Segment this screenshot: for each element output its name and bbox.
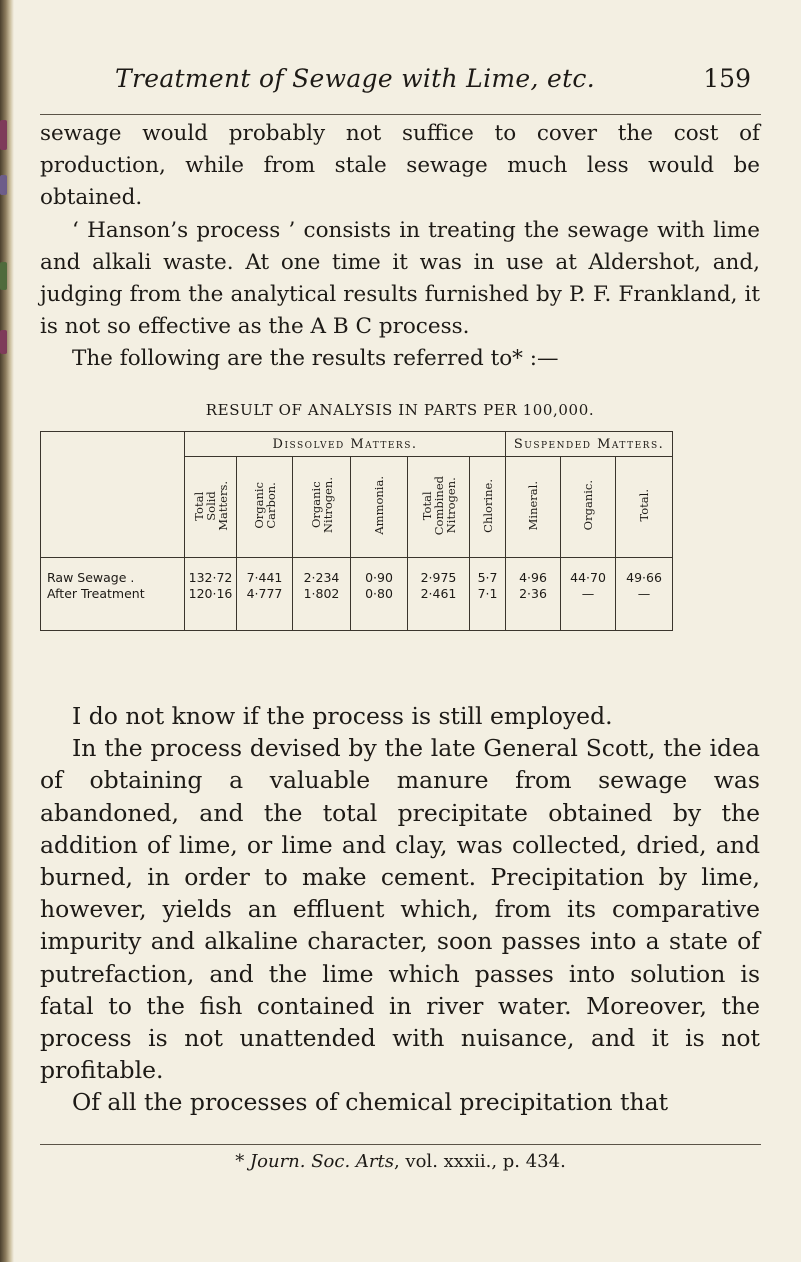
table-cell: 49·66 — [616,558,673,631]
analysis-table [40,431,673,631]
table-cell: 44·70 — [561,558,616,631]
paragraph: The following are the results referred to* :— [72,346,559,372]
column-header: Mineral. [506,457,561,558]
paragraph: ‘ Hanson’s process ’ consists in treating the sewage with lime and alkali waste. At one time it was in use at Aldershot, and, judging from the analytical results furnished by P. F. Frankland, it is not so effective as the A B C process. [40,217,760,340]
dissolved-matters-header: Dissolved Matters. [185,432,506,457]
table-cell: 4·96 2·36 [506,558,561,631]
row-label-raw-sewage: Raw Sewage [47,570,127,585]
column-header: Organic Nitrogen. [293,457,351,558]
column-header: Organic. [561,457,616,558]
row-label-after-treatment: After Treatment [47,586,145,601]
footnote-journal: Journ. Soc. Arts [249,1151,394,1172]
paragraph: In the process devised by the late General Scott, the idea of obtaining a valuable manure from sewage was abandoned, and the total precipitate obtained by the addition of lime, or lime and clay, was collected, dried, and burned, in order to make cement. Precipitation by lime, however, yields an effluent which, from its comparative impurity and alkaline character, soon passes into a state of putrefaction, and the lime which passes into solution is fatal to the fish contained in river water. Moreover, the process is not unattended with nuisance, and it is not profitable. [40,734,760,1085]
column-header: Total Solid Matters. [185,457,237,558]
header-rule [40,114,761,115]
row-label-header [41,432,185,558]
running-title: Treatment of Sewage with Lime, etc. [115,64,595,93]
leader-dot: . [130,570,135,585]
table-cell: 0·90 0·80 [351,558,408,631]
footnote [0,1151,801,1172]
column-header: Ammonia. [351,457,408,558]
table-cell: 2·975 2·461 [408,558,470,631]
paragraph: Of all the processes of chemical precipitation that [72,1088,669,1117]
table-cell: 5·7 7·1 [470,558,506,631]
footnote-reference: , vol. xxxii., p. 434. [393,1151,566,1172]
table-cell: 132·72 120·16 [185,558,237,631]
body-text-bottom [40,700,760,1119]
column-header: Organic Carbon. [237,457,293,558]
row-labels [41,558,185,631]
table-cell: 2·234 1·802 [293,558,351,631]
column-header: Total. [616,457,673,558]
suspended-matters-header: Suspended Matters. [506,432,673,457]
footnote-marker: * [235,1151,245,1172]
table-cell: 7·441 4·777 [237,558,293,631]
page-header [40,64,751,114]
column-header: Chlorine. [470,457,506,558]
page-number: 159 [703,64,751,93]
body-text-top [40,118,760,376]
column-header: Total Combined Nitrogen. [408,457,470,558]
table-title: RESULT OF ANALYSIS IN PARTS PER 100,000. [205,401,595,419]
footnote-rule [40,1144,761,1145]
table-row [41,558,673,631]
paragraph: I do not know if the process is still employed. [72,702,613,730]
paragraph: sewage would probably not suffice to cover the cost of production, while from stale sewage much less would be obtained. [40,121,760,211]
